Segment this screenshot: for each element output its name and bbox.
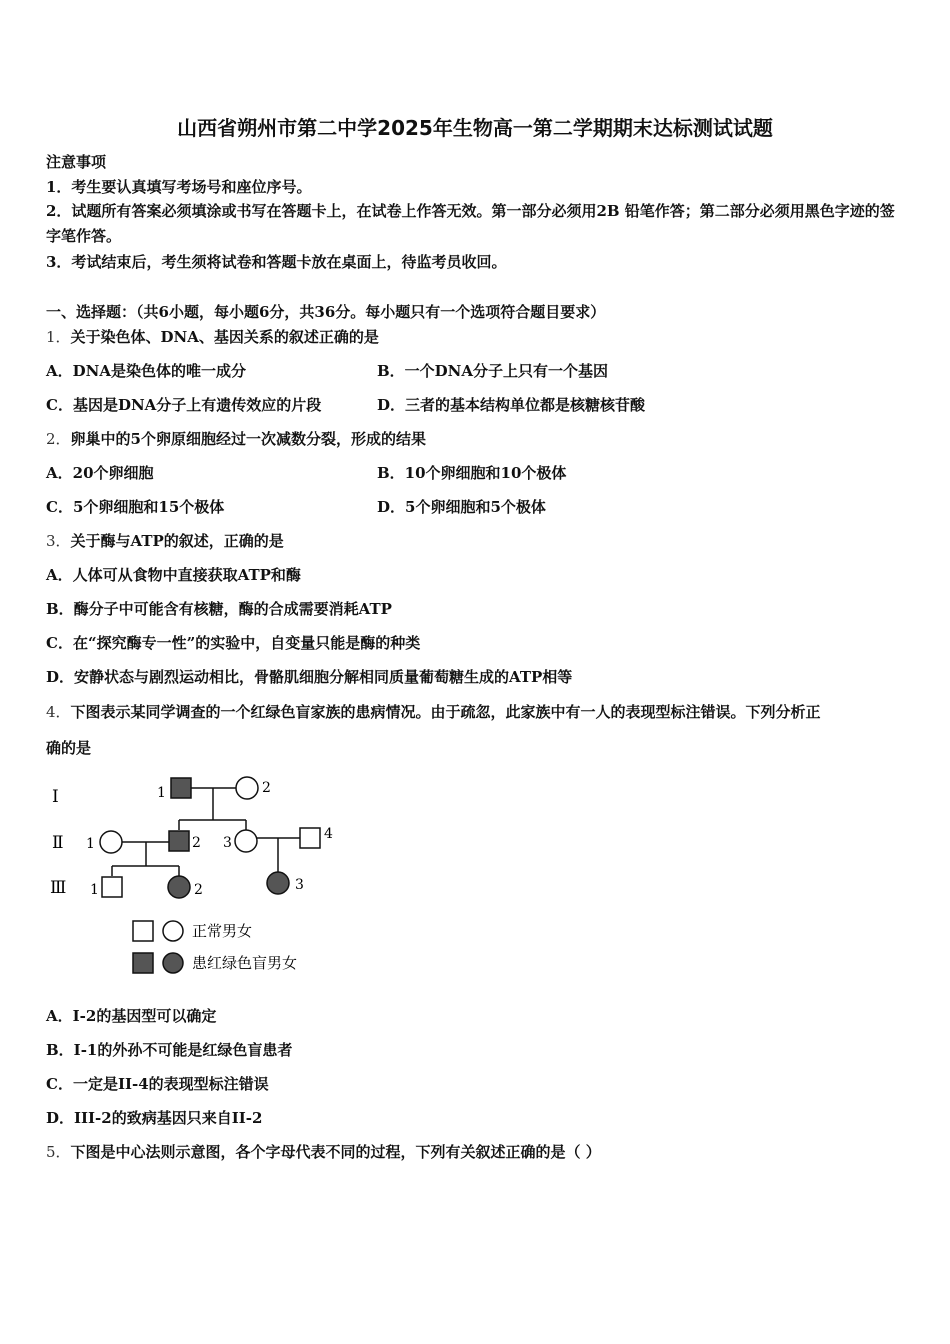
individual-II-2 xyxy=(169,831,189,851)
q4-option-d: D．III-2的致病基因只来自II-2 xyxy=(46,1109,263,1127)
q3-option-c: C．在“探究酶专一性”的实验中，自变量只能是酶的种类 xyxy=(46,634,421,652)
label-II-4: 4 xyxy=(324,826,333,842)
q1-option-c: C．基因是DNA分子上有遗传效应的片段 xyxy=(46,396,322,414)
generation-label-1: Ⅰ xyxy=(52,787,59,807)
individual-II-4 xyxy=(300,828,320,848)
label-II-1: 1 xyxy=(86,836,95,852)
page-title: 山西省朔州市第二中学2025年生物高一第二学期期末达标测试试题 xyxy=(177,116,773,140)
generation-label-2: Ⅱ xyxy=(52,833,64,853)
section-heading: 一、选择题：（共6小题，每小题6分，共36分。每小题只有一个选项符合题目要求） xyxy=(46,303,606,321)
label-III-1: 1 xyxy=(90,882,99,898)
q1-option-b: B．一个DNA分子上只有一个基因 xyxy=(377,362,609,380)
generation-label-3: Ⅲ xyxy=(50,878,67,898)
legend-normal-female-icon xyxy=(163,921,183,941)
question-3 xyxy=(46,530,284,551)
q1-option-a: A．DNA是染色体的唯一成分 xyxy=(46,362,246,380)
individual-III-1 xyxy=(102,877,122,897)
q2-option-a: A．20个卵细胞 xyxy=(46,464,154,482)
question-5 xyxy=(46,1141,601,1162)
label-I-2: 2 xyxy=(262,780,271,796)
legend-affected-female-icon xyxy=(163,953,183,973)
legend-affected-label: 患红绿色盲男女 xyxy=(192,954,298,972)
notice-heading: 注意事项 xyxy=(46,153,107,171)
q2-option-b: B．10个卵细胞和10个极体 xyxy=(377,464,567,482)
question-stem: 关于酶与ATP的叙述，正确的是 xyxy=(70,532,284,550)
legend-normal-label: 正常男女 xyxy=(192,922,253,940)
notice-item-3: 3．考试结束后，考生须将试卷和答题卡放在桌面上，待监考员收回。 xyxy=(46,253,507,271)
question-number: 2． xyxy=(46,430,71,448)
q4-option-c: C．一定是II-4的表现型标注错误 xyxy=(46,1075,269,1093)
individual-III-2 xyxy=(168,876,190,898)
q3-option-a: A．人体可从食物中直接获取ATP和酶 xyxy=(46,566,301,584)
question-stem: 卵巢中的5个卵原细胞经过一次减数分裂，形成的结果 xyxy=(70,430,426,448)
label-III-2: 2 xyxy=(194,882,203,898)
q4-option-b: B．I-1的外孙不可能是红绿色盲患者 xyxy=(46,1041,293,1059)
question-stem: 下图是中心法则示意图，各个字母代表不同的过程，下列有关叙述正确的是（ ） xyxy=(70,1143,601,1161)
question-number: 3． xyxy=(46,532,71,550)
question-4-continued: 确的是 xyxy=(46,739,92,757)
q2-option-d: D．5个卵细胞和5个极体 xyxy=(377,498,546,516)
question-stem: 下图表示某同学调查的一个红绿色盲家族的患病情况。由于疏忽，此家族中有一人的表现型标注错误。下列分析正 xyxy=(70,703,821,721)
q2-option-c: C．5个卵细胞和15个极体 xyxy=(46,498,225,516)
individual-III-3 xyxy=(267,872,289,894)
individual-I-2 xyxy=(236,777,258,799)
notice-item-1: 1．考生要认真填写考场号和座位序号。 xyxy=(46,178,312,196)
pedigree-chart xyxy=(46,768,346,983)
individual-II-1 xyxy=(100,831,122,853)
legend-normal-male-icon xyxy=(133,921,153,941)
question-stem: 关于染色体、DNA、基因关系的叙述正确的是 xyxy=(70,328,379,346)
q1-option-d: D．三者的基本结构单位都是核糖核苷酸 xyxy=(377,396,646,414)
question-1 xyxy=(46,326,379,347)
label-I-1: 1 xyxy=(157,785,166,801)
notice-item-2: 2．试题所有答案必须填涂或书写在答题卡上，在试卷上作答无效。第一部分必须用2B 铅笔作答；第二部分必须用黑色字迹的签字笔作答。 xyxy=(46,202,895,245)
label-II-2: 2 xyxy=(192,835,201,851)
q4-option-a: A．I-2的基因型可以确定 xyxy=(46,1007,217,1025)
q3-option-b: B．酶分子中可能含有核糖，酶的合成需要消耗ATP xyxy=(46,600,392,618)
question-4 xyxy=(46,701,821,722)
legend-affected-male-icon xyxy=(133,953,153,973)
question-number: 5． xyxy=(46,1143,71,1161)
individual-II-3 xyxy=(235,830,257,852)
label-II-3: 3 xyxy=(223,835,232,851)
individual-I-1 xyxy=(171,778,191,798)
q3-option-d: D．安静状态与剧烈运动相比，骨骼肌细胞分解相同质量葡萄糖生成的ATP相等 xyxy=(46,668,573,686)
label-III-3: 3 xyxy=(295,877,304,893)
question-number: 1． xyxy=(46,328,71,346)
question-number: 4． xyxy=(46,703,71,721)
question-2 xyxy=(46,428,426,449)
